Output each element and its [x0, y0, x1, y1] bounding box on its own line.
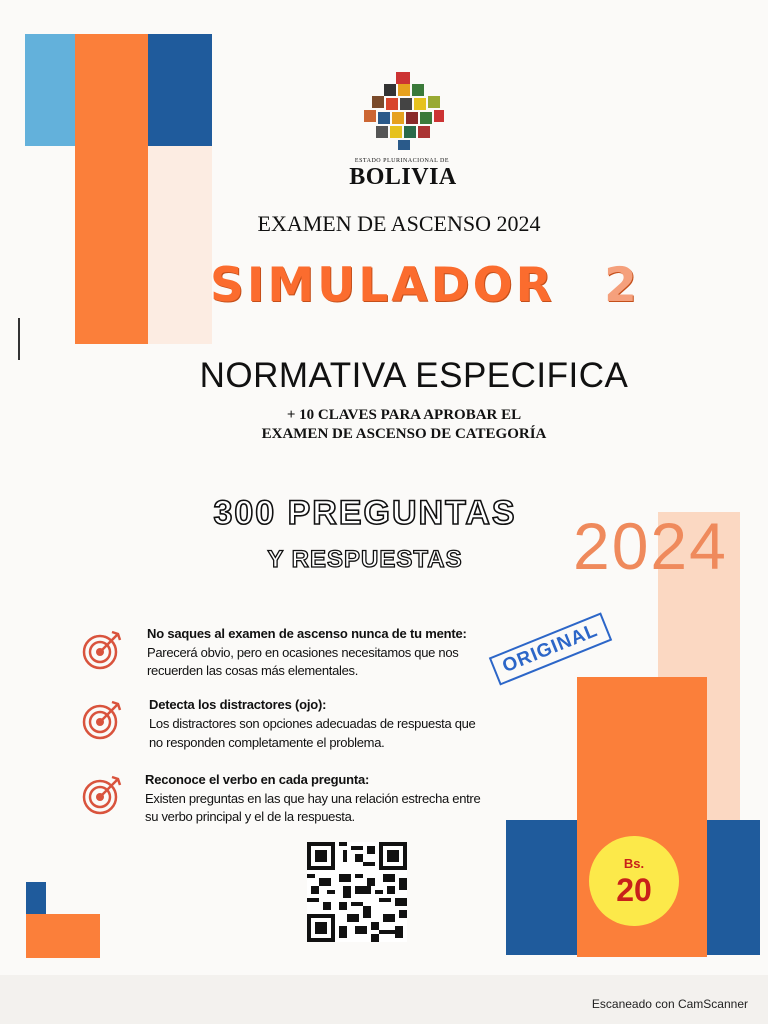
claves-line-2: EXAMEN DE ASCENSO DE CATEGORÍA: [261, 426, 547, 442]
subject-title: NORMATIVA ESPECIFICA: [199, 356, 629, 395]
claves-line-1: + 10 CLAVES PARA APROBAR EL: [286, 407, 522, 423]
original-stamp: ORIGINAL: [489, 612, 612, 685]
dark-blue-block: [148, 34, 212, 146]
qr-code: [307, 842, 407, 942]
question-count-line-1: 300 PREGUNTAS: [213, 494, 517, 532]
tip-title-3: Reconoce el verbo en cada pregunta:: [145, 772, 370, 787]
coat-of-arms-logo: [362, 70, 446, 152]
question-count-line-2: Y RESPUESTAS: [267, 546, 463, 573]
light-blue-block: [25, 34, 75, 146]
target-icon: [80, 698, 124, 742]
price-amount: 20: [616, 872, 652, 908]
tip-body-2-line-1: Los distractores son opciones adecuadas de respuesta que: [149, 716, 476, 731]
target-icon: [80, 773, 124, 817]
binding-mark: [18, 318, 20, 360]
orange-small-block: [26, 914, 100, 958]
year-label: 2024: [573, 509, 728, 583]
target-icon: [80, 628, 124, 672]
exam-line: EXAMEN DE ASCENSO 2024: [257, 211, 541, 236]
price-currency: Bs.: [623, 856, 645, 871]
tip-body-2-line-2: no responden completamente el problema.: [149, 735, 385, 750]
tip-body-3-line-2: su verbo principal y el de la respuesta.: [145, 809, 355, 824]
tip-body-1-line-2: recuerden las cosas más elementales.: [147, 663, 359, 678]
simulator-number: 2: [604, 258, 640, 313]
tip-title-1: No saques al examen de ascenso nunca de tu mente:: [147, 626, 467, 641]
simulator-word: SIMULADOR: [210, 258, 555, 313]
country-small-label: ESTADO PLURINACIONAL DE: [354, 158, 450, 164]
dark-blue-small-block: [26, 882, 46, 914]
tip-title-2: Detecta los distractores (ojo):: [149, 697, 327, 712]
scanner-watermark: Escaneado con CamScanner: [591, 997, 748, 1011]
country-label: BOLIVIA: [349, 164, 457, 190]
tip-body-3-line-1: Existen preguntas en las que hay una relación estrecha entre: [145, 791, 481, 806]
price-sticker: [589, 836, 679, 926]
tip-body-1-line-1: Parecerá obvio, pero en ocasiones necesitamos que nos: [147, 645, 459, 660]
simulator-title: [210, 258, 680, 318]
